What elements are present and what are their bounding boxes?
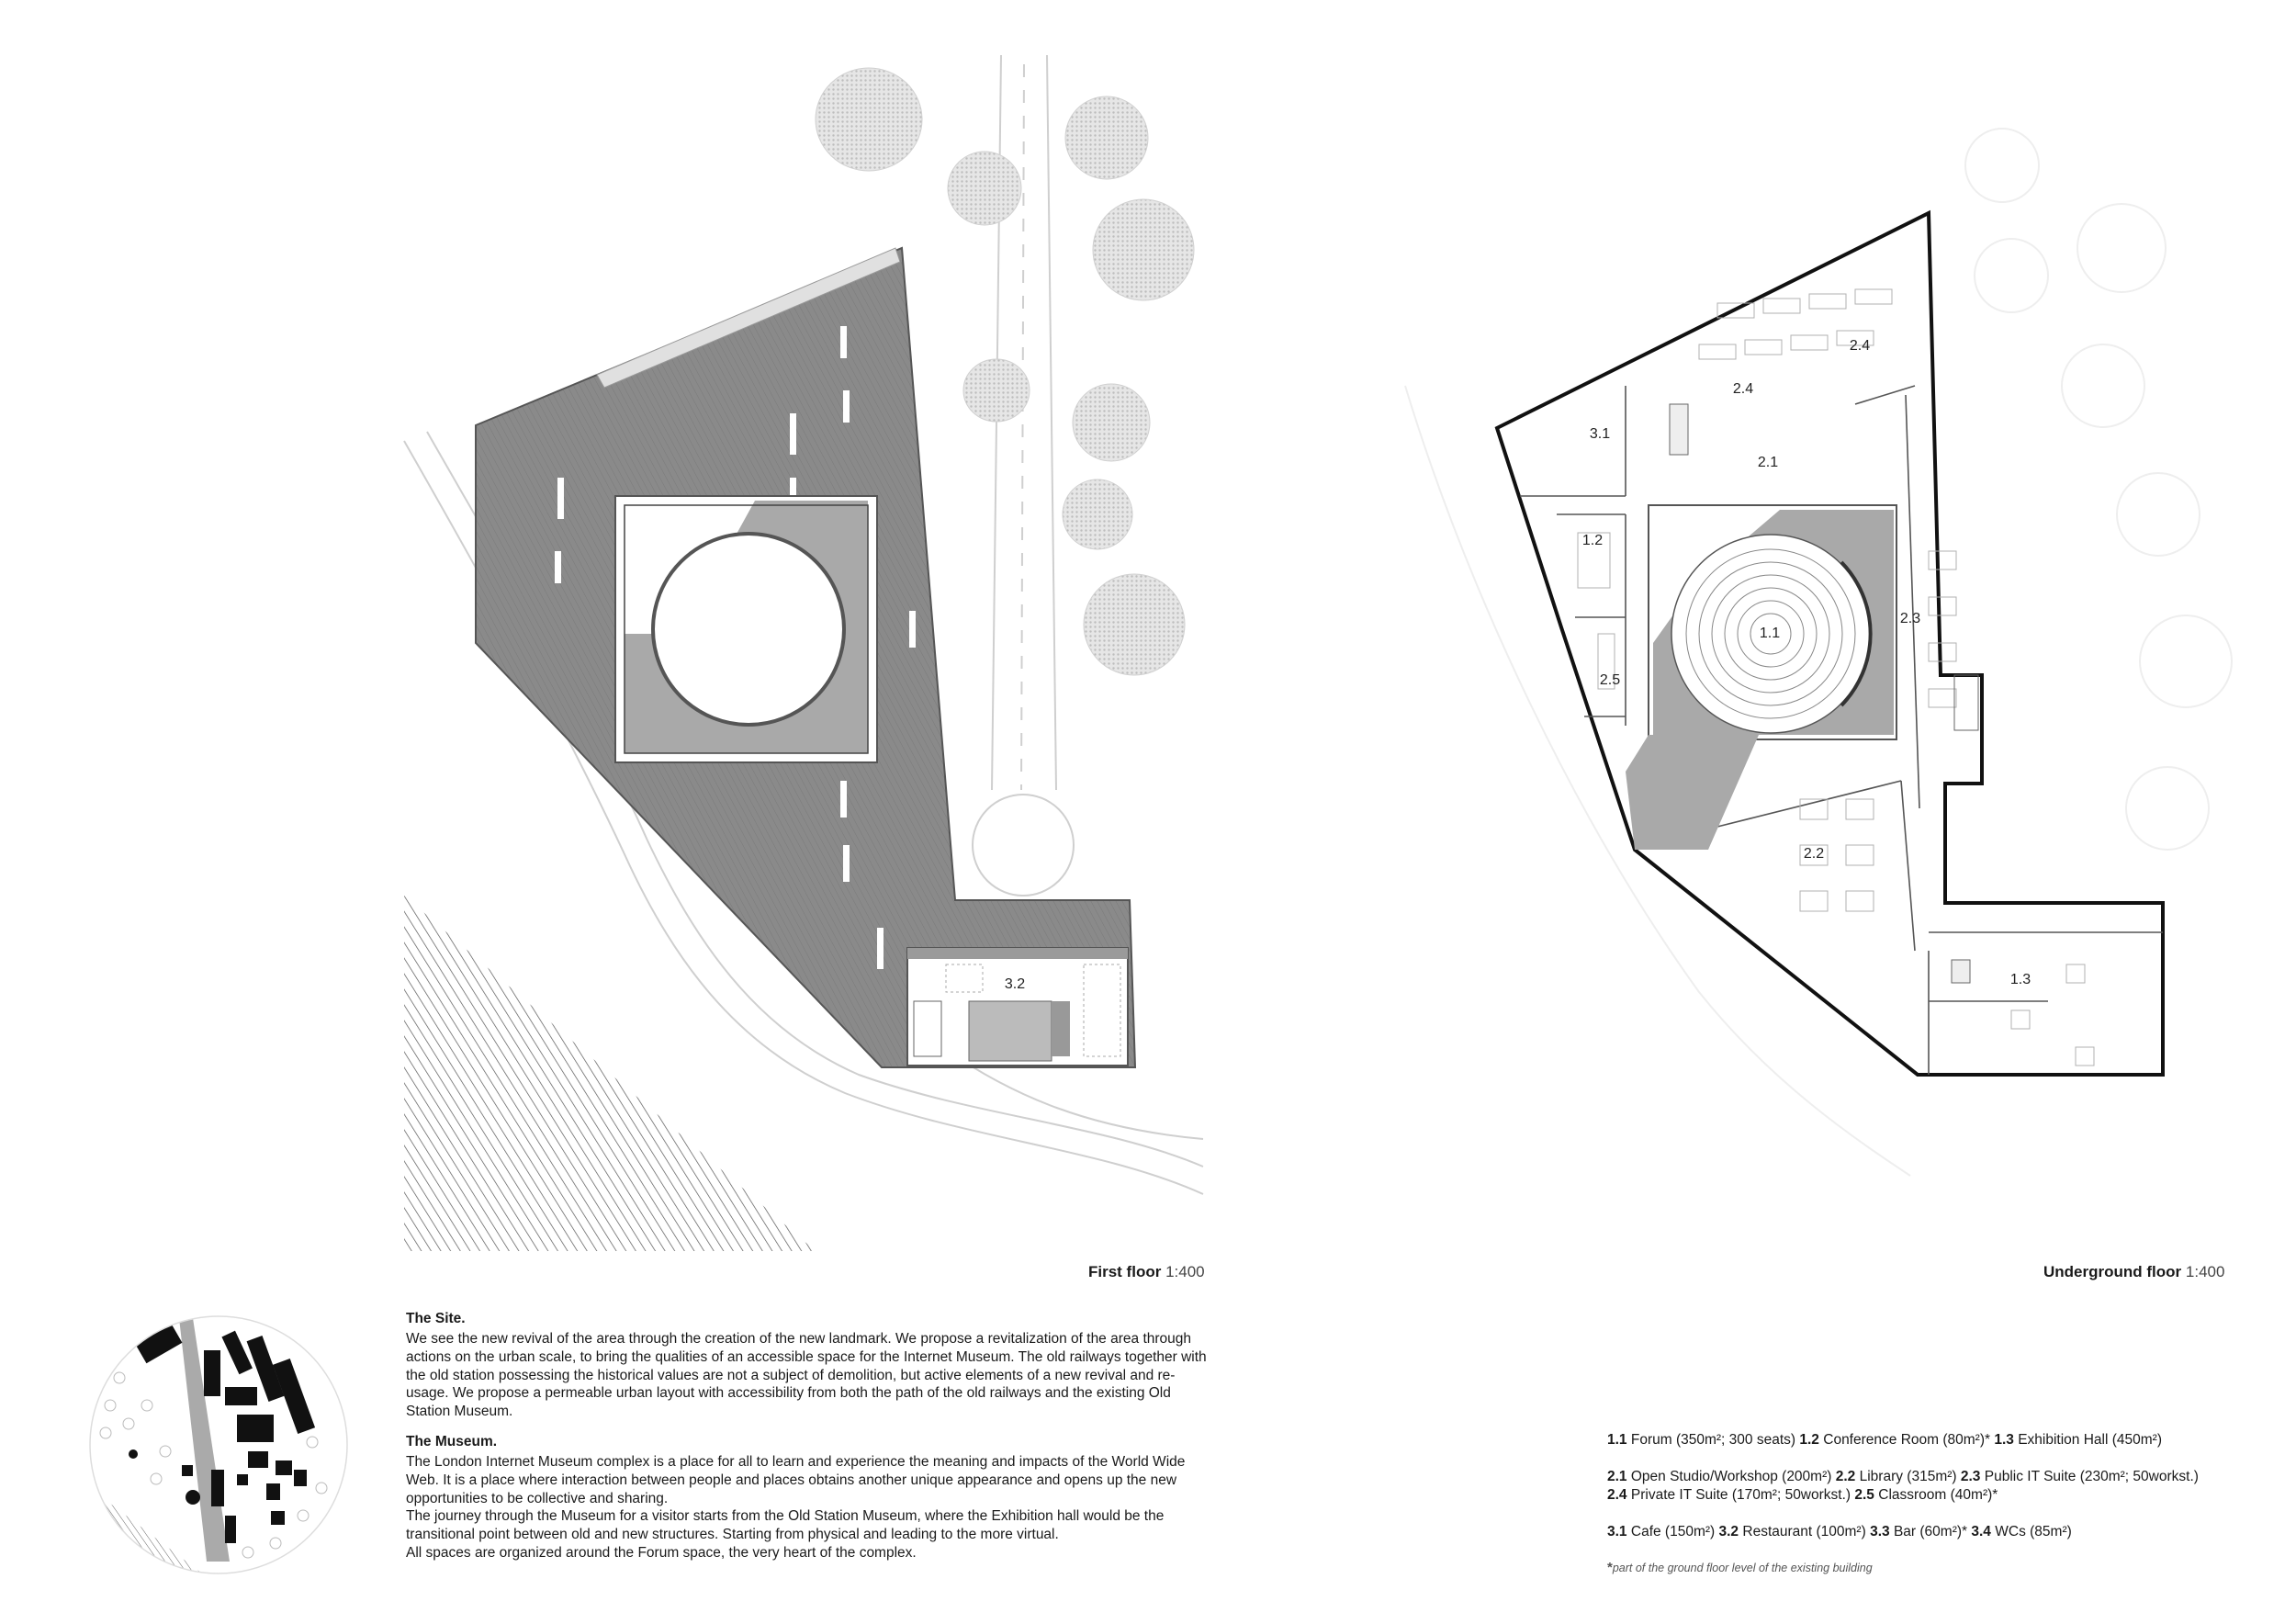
museum-paragraph-2: The journey through the Museum for a visitor starts from the Old Station Museum, where the Exhibition hall would be the transitional point between old and new structures. Starting from physical and leading to the more virtual. — [406, 1508, 1165, 1543]
footnote-mark: * — [1607, 1560, 1613, 1575]
room-label-2-4-west: 2.4 — [1732, 381, 1754, 397]
room-legend — [1607, 1431, 2199, 1575]
site-paragraph: We see the new revival of the area through the creation of the new landmark. We propose a revitalization of the area through actions on the urban scale, to bring the qualities of an accessible space for the Internet Museum. The old railways together with the old station possessing the historical values are not a subject of demolition, but active elements of a new revival and re-usage. We propose a permeable urban layout with accessibility from both the path of the old railways and the existing Old Station Museum. — [406, 1331, 1207, 1420]
room-label-2-1: 2.1 — [1757, 455, 1779, 470]
room-label-1-3: 1.3 — [2009, 972, 2032, 987]
legend-group-1 — [1607, 1431, 2199, 1449]
legend-desc: Public IT Suite (230m²; 50workst.) — [1984, 1469, 2199, 1484]
legend-code: 3.2 — [1718, 1524, 1739, 1539]
legend-desc: Restaurant (100m²) — [1742, 1524, 1866, 1539]
legend-desc: Private IT Suite (170m²; 50workst.) — [1630, 1487, 1851, 1503]
room-label-2-2: 2.2 — [1803, 846, 1825, 862]
legend-desc: Conference Room (80m²)* — [1823, 1432, 1991, 1448]
legend-desc: Forum (350m²; 300 seats) — [1630, 1432, 1796, 1448]
legend-group-2a — [1607, 1468, 2199, 1486]
room-label-2-4-east: 2.4 — [1849, 338, 1871, 354]
first-floor-scale: 1:400 — [1165, 1263, 1205, 1280]
room-label-1-2: 1.2 — [1581, 533, 1604, 548]
legend-group-3 — [1607, 1523, 2199, 1541]
legend-desc: WCs (85m²) — [1995, 1524, 2072, 1539]
site-heading: The Site. — [406, 1311, 466, 1326]
room-label-2-3: 2.3 — [1899, 611, 1921, 626]
legend-code: 1.3 — [1994, 1432, 2014, 1448]
museum-paragraph-1: The London Internet Museum complex is a place for all to learn and experience the meaning and impacts of the World Wide Web. It is a place where interaction between people and places obtains another unique appearance and opens up the new opportunities to be collective and sharing. — [406, 1453, 1186, 1506]
room-label-1-1: 1.1 — [1759, 626, 1781, 641]
legend-desc: Bar (60m²)* — [1893, 1524, 1968, 1539]
legend-code: 2.3 — [1960, 1469, 1981, 1484]
museum-paragraph-3: All spaces are organized around the Forum space, the very heart of the complex. — [406, 1544, 917, 1561]
legend-code: 2.5 — [1854, 1487, 1874, 1503]
footnote-text: part of the ground floor level of the existing building — [1612, 1562, 1873, 1574]
legend-code: 2.1 — [1607, 1469, 1627, 1484]
underground-floor-scale: 1:400 — [2185, 1263, 2225, 1280]
legend-desc: Library (315m²) — [1859, 1469, 1957, 1484]
museum-paragraph — [406, 1453, 1210, 1562]
legend-code: 3.1 — [1607, 1524, 1627, 1539]
legend-code: 3.4 — [1971, 1524, 1991, 1539]
legend-code: 2.4 — [1607, 1487, 1627, 1503]
legend-desc: Exhibition Hall (450m²) — [2018, 1432, 2162, 1448]
first-floor-title: First floor — [1088, 1263, 1162, 1280]
underground-floor-title: Underground floor — [2043, 1263, 2182, 1280]
description-text — [406, 1311, 1210, 1562]
room-label-3-2: 3.2 — [1004, 976, 1026, 992]
legend-code: 3.3 — [1870, 1524, 1890, 1539]
legend-group-2b — [1607, 1486, 2199, 1505]
legend-desc: Classroom (40m²)* — [1878, 1487, 1998, 1503]
legend-desc: Open Studio/Workshop (200m²) — [1630, 1469, 1832, 1484]
legend-desc: Cafe (150m²) — [1630, 1524, 1716, 1539]
room-label-3-1: 3.1 — [1589, 426, 1611, 442]
legend-code: 2.2 — [1835, 1469, 1856, 1484]
room-label-2-5: 2.5 — [1599, 672, 1621, 688]
legend-code: 1.1 — [1607, 1432, 1627, 1448]
legend-code: 1.2 — [1799, 1432, 1819, 1448]
museum-heading: The Museum. — [406, 1433, 498, 1449]
legend-footnote — [1607, 1560, 2199, 1575]
